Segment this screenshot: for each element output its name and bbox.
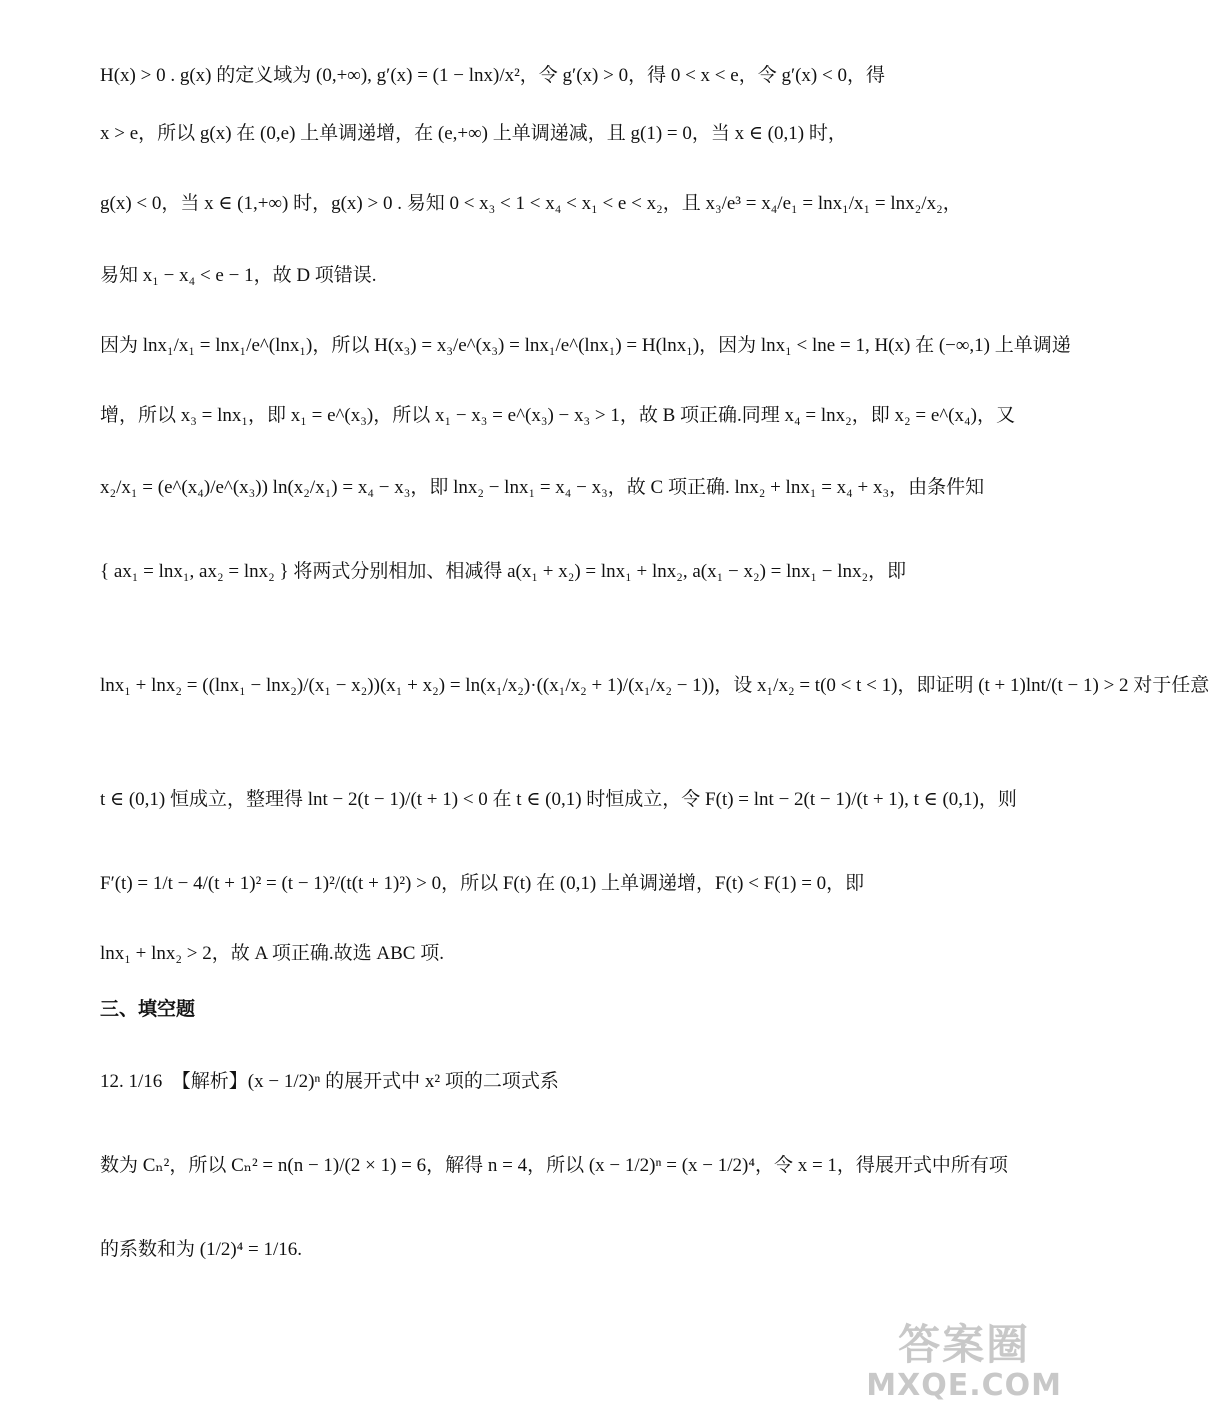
text-line: lnx₁ + lnx₂ = ((lnx₁ − lnx₂)/(x₁ − x₂))(x₁ + x₂) = ln(x₁/x₂)·((x₁/x₂ + 1)/(x₁/x₂ − 1))，设 x₁/x₂ = t(0 < t < 1)，即证明 (t + 1)lnt/(t − 1) > 2 对于任意	[100, 675, 1209, 696]
text-line: 数为 Cₙ²，所以 Cₙ² = n(n − 1)/(2 × 1) = 6，解得 n = 4，所以 (x − 1/2)ⁿ = (x − 1/2)⁴，令 x = 1，得展开式中所有项	[100, 1155, 1008, 1176]
text-line: H(x) > 0 . g(x) 的定义域为 (0,+∞), g′(x) = (1 − lnx)/x²，令 g′(x) > 0，得 0 < x < e，令 g′(x) < 0，得	[100, 65, 885, 86]
text-line: 易知 x₁ − x₄ < e − 1，故 D 项错误.	[100, 265, 377, 286]
text-line: t ∈ (0,1) 恒成立，整理得 lnt − 2(t − 1)/(t + 1) < 0 在 t ∈ (0,1) 时恒成立，令 F(t) = lnt − 2(t − 1)/(t + 1), t ∈ (0,1)，则	[100, 789, 1017, 810]
text-line: lnx₁ + lnx₂ > 2，故 A 项正确.故选 ABC 项.	[100, 943, 444, 964]
text-line: F′(t) = 1/t − 4/(t + 1)² = (t − 1)²/(t(t + 1)²) > 0，所以 F(t) 在 (0,1) 上单调递增，F(t) < F(1) = 0，即	[100, 873, 865, 894]
text-line: { ax₁ = lnx₁, ax₂ = lnx₂ } 将两式分别相加、相减得 a(x₁ + x₂) = lnx₁ + lnx₂, a(x₁ − x₂) = lnx₁ − lnx₂，即	[100, 561, 907, 582]
text-line: 因为 lnx₁/x₁ = lnx₁/e^(lnx₁)，所以 H(x₃) = x₃/e^(x₃) = lnx₁/e^(lnx₁) = H(lnx₁)，因为 lnx₁ < lne = 1, H(x) 在 (−∞,1) 上单调递	[100, 335, 1071, 356]
section-title: 三、填空题	[100, 998, 196, 1020]
watermark-url: MXQE.COM	[866, 1368, 1062, 1403]
text-line: 的系数和为 (1/2)⁴ = 1/16.	[100, 1239, 303, 1260]
watermark-title: 答案圈	[898, 1320, 1031, 1369]
text-line: 12. 1/16 【解析】(x − 1/2)ⁿ 的展开式中 x² 项的二项式系	[100, 1071, 559, 1092]
text-line: x > e，所以 g(x) 在 (0,e) 上单调递增，在 (e,+∞) 上单调递减，且 g(1) = 0，当 x ∈ (0,1) 时，	[100, 123, 847, 144]
text-line: x₂/x₁ = (e^(x₄)/e^(x₃)) ln(x₂/x₁) = x₄ − x₃，即 lnx₂ − lnx₁ = x₄ − x₃，故 C 项正确. lnx₂ + lnx₁ = x₄ + x₃，由条件知	[100, 477, 985, 498]
watermark-logo	[866, 1312, 1062, 1403]
text-line: 增，所以 x₃ = lnx₁，即 x₁ = e^(x₃)，所以 x₁ − x₃ = e^(x₃) − x₃ > 1，故 B 项正确.同理 x₄ = lnx₂，即 x₂ = e^(x₄)，又	[100, 405, 1015, 426]
text-line: g(x) < 0，当 x ∈ (1,+∞) 时，g(x) > 0 . 易知 0 < x₃ < 1 < x₄ < x₁ < e < x₂，且 x₃/e³ = x₄/e₁ = lnx₁/x₁ = lnx₂/x₂，	[100, 193, 962, 214]
